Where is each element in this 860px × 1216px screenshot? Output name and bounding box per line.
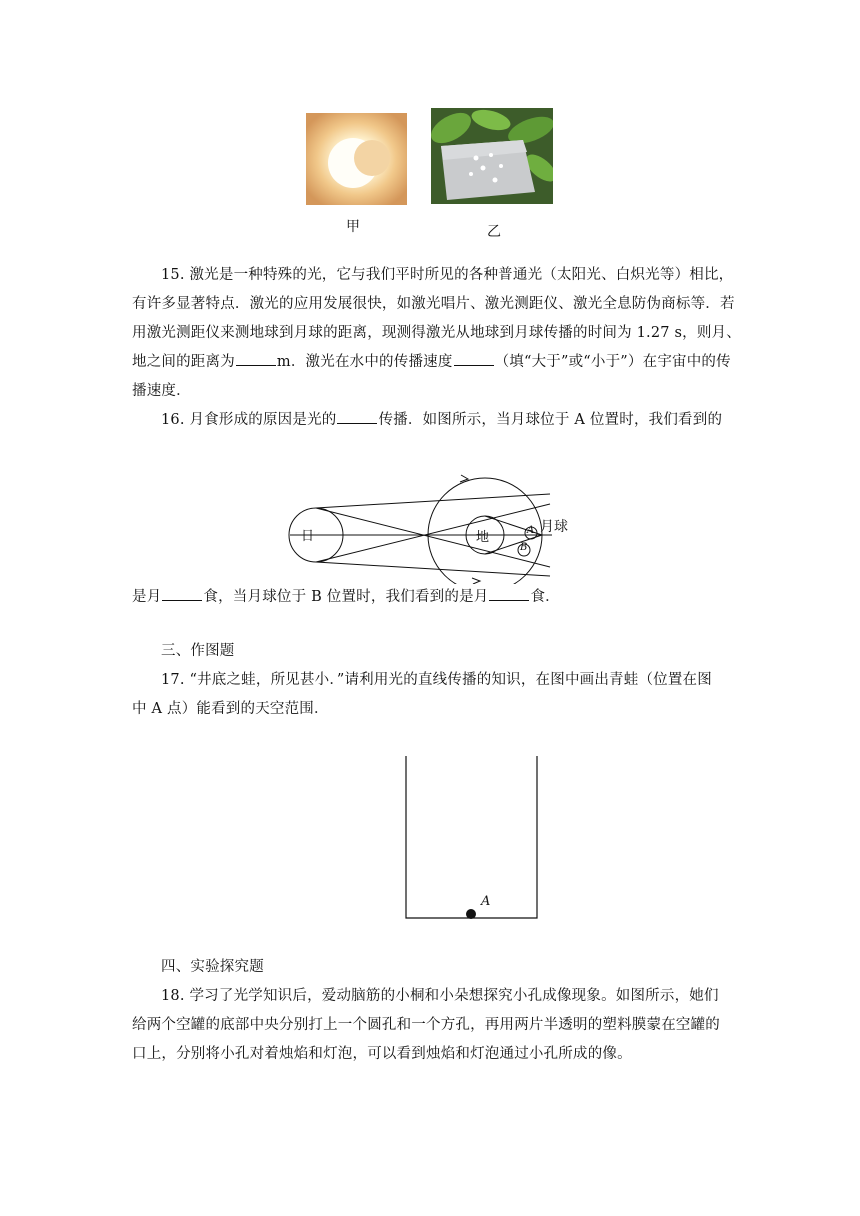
answer-blank[interactable] [236, 351, 276, 366]
solar-eclipse-photo [306, 113, 407, 205]
q17-line-2: 中 A 点）能看到的天空范围． [132, 701, 329, 717]
q16-line-1-part-2: 传播．如图所示，当月球位于 A 位置时，我们看到的 [378, 412, 723, 428]
answer-blank[interactable] [162, 586, 202, 601]
q17-line-1: 17. “井底之蛙，所见甚小．”请利用光的直线传播的知识，在图中画出青蛙（位置在图 [161, 672, 712, 688]
q18-line-1: 18. 学习了光学知识后，爱动脑筋的小桐和小朵想探究小孔成像现象。如图所示，她们 [161, 988, 719, 1004]
q15-line-2: 有许多显著特点．激光的应用发展很快，如激光唱片、激光测距仪、激光全息防伪商标等．若 [132, 296, 735, 312]
q18-line-2: 给两个空罐的底部中央分别打上一个圆孔和一个方孔，再用两片半透明的塑料膜蒙在空罐的 [132, 1017, 720, 1033]
frog-point [466, 909, 476, 919]
point-a-label: A [527, 525, 535, 536]
section-3-title: 三、作图题 [161, 643, 235, 659]
section-4-title: 四、实验探究题 [161, 959, 264, 975]
q16-line-2 [132, 585, 560, 606]
q16-line-1 [161, 408, 722, 429]
q16-line-2-part-1: 是月 [132, 589, 162, 605]
answer-blank[interactable] [454, 351, 494, 366]
caption-yi: 乙 [487, 224, 501, 240]
answer-blank[interactable] [337, 409, 377, 424]
caption-jia: 甲 [346, 219, 360, 235]
earth-label: 地 [476, 530, 490, 545]
q16-line-2-part-3: 食． [530, 589, 560, 605]
point-b-label: B [520, 542, 528, 553]
leaf-shadow-photo [431, 108, 553, 204]
q15-line-4 [132, 350, 731, 371]
q15-line-4-part-3: （填“大于”或“小于”）在宇宙中的传 [494, 354, 731, 370]
frog-point-label: A [481, 894, 491, 909]
q15-line-5: 播速度． [132, 383, 191, 399]
q15-line-4-part-2: m．激光在水中的传播速度 [276, 354, 453, 370]
well-walls [406, 756, 537, 918]
q18-line-3: 口上，分别将小孔对着烛焰和灯泡，可以看到烛焰和灯泡通过小孔所成的像。 [132, 1046, 632, 1062]
lunar-eclipse-diagram [280, 474, 580, 584]
moon-label: 月球 [540, 519, 568, 535]
well-diagram [400, 752, 545, 924]
q16-line-1-part-1: 16. 月食形成的原因是光的 [161, 412, 337, 428]
q15-line-3: 用激光测距仪来测地球到月球的距离，现测得激光从地球到月球传播的时间为 1.27 s，则月、 [132, 325, 741, 341]
answer-blank[interactable] [489, 586, 529, 601]
q16-line-2-part-2: 食，当月球位于 B 位置时，我们看到的是月 [203, 589, 489, 605]
q15-line-4-part-1: 地之间的距离为 [132, 354, 235, 370]
q15-line-1: 15. 激光是一种特殊的光，它与我们平时所见的各种普通光（太阳光、白炽光等）相比， [161, 267, 734, 283]
sun-label: 日 [301, 529, 315, 544]
